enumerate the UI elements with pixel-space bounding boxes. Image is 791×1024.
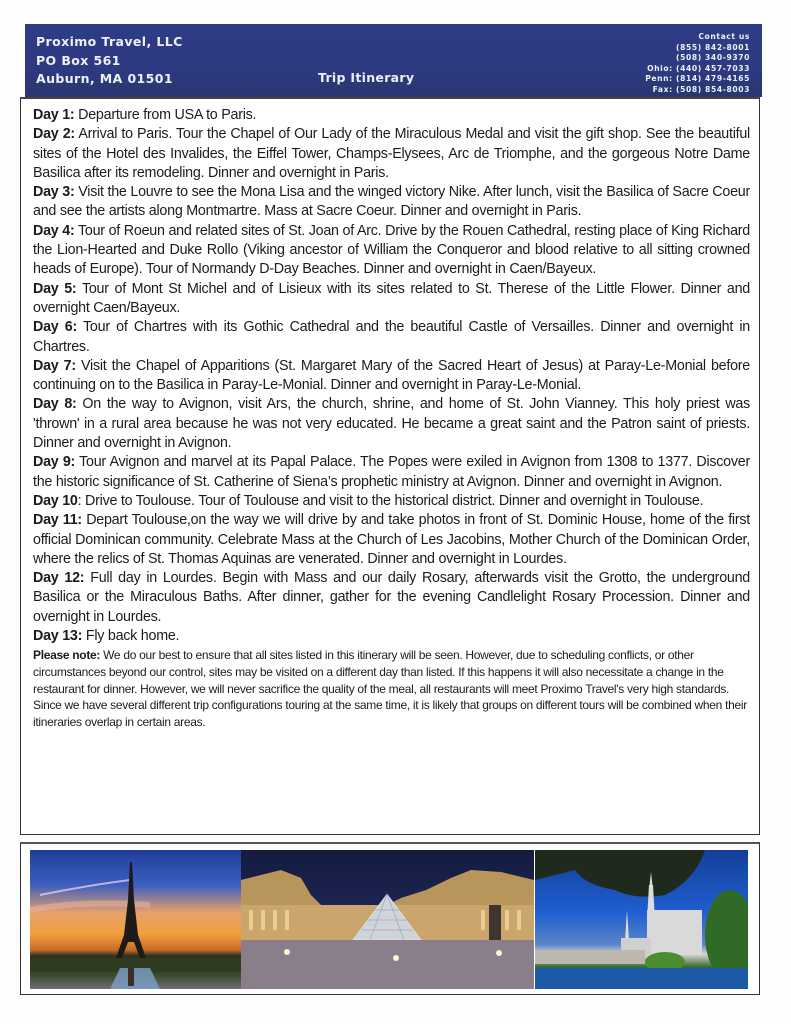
address-po-box: PO Box 561 — [36, 52, 121, 68]
document-title: Trip Itinerary — [318, 70, 415, 85]
company-address — [36, 33, 183, 89]
itinerary-box — [20, 97, 760, 835]
contact-fax: Fax: (508) 854-8003 — [652, 84, 750, 94]
louvre-illustration — [241, 850, 534, 989]
itinerary-day — [33, 569, 750, 627]
day-text: On the way to Avignon, visit Ars, the church, shrine, and home of St. John Vianney. This holy priest was 'thrown' in a rural area because he was not very educated. He became a great saint and the Patron saint of priests. Dinner and overnight in Avignon. — [33, 396, 751, 452]
day-label: Day 4: — [33, 222, 75, 239]
day-label: Day 10 — [33, 492, 78, 509]
day-text: Departure from USA to Paris. — [74, 107, 257, 123]
note-label: Please note: — [33, 648, 101, 663]
itinerary-day — [33, 395, 750, 453]
itinerary-day — [33, 357, 750, 396]
itinerary-day — [33, 627, 750, 646]
day-label: Day 13: — [33, 628, 83, 645]
itinerary-day — [33, 511, 750, 569]
itinerary-day — [33, 125, 750, 183]
contact-ohio: Ohio: (440) 457-7033 — [647, 63, 750, 73]
day-text: : Drive to Toulouse. Tour of Toulouse and visit to the historical district. Dinner and overnight in Toulouse. — [77, 492, 704, 509]
contact-heading: Contact us — [698, 32, 750, 41]
lourdes-illustration — [535, 850, 748, 989]
day-label: Day 9: — [33, 454, 76, 471]
photo-lourdes-basilica — [535, 850, 748, 989]
day-text: Tour Avignon and marvel at its Papal Palace. The Popes were exiled in Avignon from 1308 to 1377. Discover the historic significance of St. Catherine of Siena’s prophetic ministry at Avignon. Dinner and overnight in Avignon. — [33, 454, 750, 490]
letterhead — [25, 24, 762, 97]
address-city: Auburn, MA 01501 — [36, 71, 173, 86]
itinerary-day — [33, 222, 750, 280]
eiffel-tower-illustration — [30, 850, 241, 989]
day-text: Full day in Lourdes. Begin with Mass and our daily Rosary, afterwards visit the Grotto, the underground Basilica or the Miraculous Baths. After dinner, gather for the evening Candlelight Rosary Procession. Dinner and overnight in Lourdes. — [33, 570, 750, 625]
company-name: Proximo Travel, LLC — [36, 34, 183, 49]
day-text: Arrival to Paris. Tour the Chapel of Our Lady of the Miraculous Medal and visit the gift shop. See the beautiful sites of the Hotel des Invalides, the Eiffel Tower, Champs-Elysees, Arc de Triomphe, and the gorgeous Notre Dame Basilica after its remodeling. Dinner and overnight in Paris. — [33, 126, 750, 181]
itinerary-day — [33, 280, 750, 319]
day-text: Visit the Chapel of Apparitions (St. Margaret Mary of the Sacred Heart of Jesus) at Paray-Le-Monial before continuing on to the Basilica in Paray-Le-Monial. Dinner and overnight in Paray-Le-Monial. — [33, 357, 750, 394]
day-label: Day 3: — [33, 184, 75, 201]
day-label: Day 6: — [33, 319, 77, 336]
itinerary-day — [33, 318, 750, 357]
day-label: Day 12: — [33, 570, 85, 587]
day-label: Day 2: — [33, 126, 75, 143]
day-text: Visit the Louvre to see the Mona Lisa and the winged victory Nike. After lunch, visit the Basilica of Sacre Coeur and see the artists along Montmartre. Mass at Sacre Coeur. Dinner and overnight in Paris. — [33, 184, 750, 220]
day-text: Fly back home. — [82, 628, 180, 645]
photo-eiffel-tower — [30, 850, 241, 989]
contact-phone-1: (855) 842-8001 — [676, 42, 750, 52]
day-text: Tour of Mont St Michel and of Lisieux with its sites related to St. Therese of the Little Flower. Dinner and overnight Caen/Bayeux. — [33, 280, 751, 316]
day-label: Day 1: — [33, 107, 75, 123]
contact-block — [645, 32, 750, 96]
day-text: Depart Toulouse,on the way we will drive by and take photos in front of St. Dominic House, home of the first official Dominican community. Celebrate Mass at the Church of Les Jacobins, Mother Church of the Dominican Order, where the relics of St. Thomas Aquinas are venerated. Dinner and overnight in Lourdes. — [33, 512, 750, 567]
day-label: Day 8: — [33, 396, 77, 413]
itinerary-day — [33, 106, 750, 125]
contact-phone-2: (508) 340-9370 — [676, 53, 750, 63]
day-label: Day 11: — [33, 512, 82, 529]
day-label: Day 7: — [33, 357, 76, 374]
day-label: Day 5: — [33, 280, 77, 297]
itinerary-day — [33, 183, 750, 222]
photo-strip — [20, 842, 760, 995]
contact-penn: Penn: (814) 479-4165 — [645, 74, 750, 84]
itinerary-day — [33, 453, 750, 492]
please-note — [33, 647, 750, 730]
day-text: Tour of Chartres with its Gothic Cathedral and the beautiful Castle of Versailles. Dinner and overnight in Chartres. — [33, 319, 750, 355]
note-text: We do our best to ensure that all sites listed in this itinerary will be seen. However, due to scheduling conflicts, or other circumstances beyond our control, sites may be visited on a different day than listed. If this happens it will also necessitate a change in the restaurant for dinner. However, we will never sacrifice the quality of the meal, all restaurants will meet Proximo Travel's very high standards. Since we have several different trip configurations touring at the same time, it is likely that groups on different tours will be combined when their itineraries overlap in certain areas. — [33, 648, 747, 729]
day-text: Tour of Roeun and related sites of St. Joan of Arc. Drive by the Rouen Cathedral, resting place of King Richard the Lion-Hearted and Duke Rollo (Viking ancestor of William the Conqueror and blood relative to all sitting crowned heads of Europe). Tour of Normandy D-Day Beaches. Dinner and overnight in Caen/Bayeux. — [33, 222, 751, 278]
itinerary-day — [33, 492, 750, 511]
photo-louvre-pyramid — [241, 850, 534, 989]
